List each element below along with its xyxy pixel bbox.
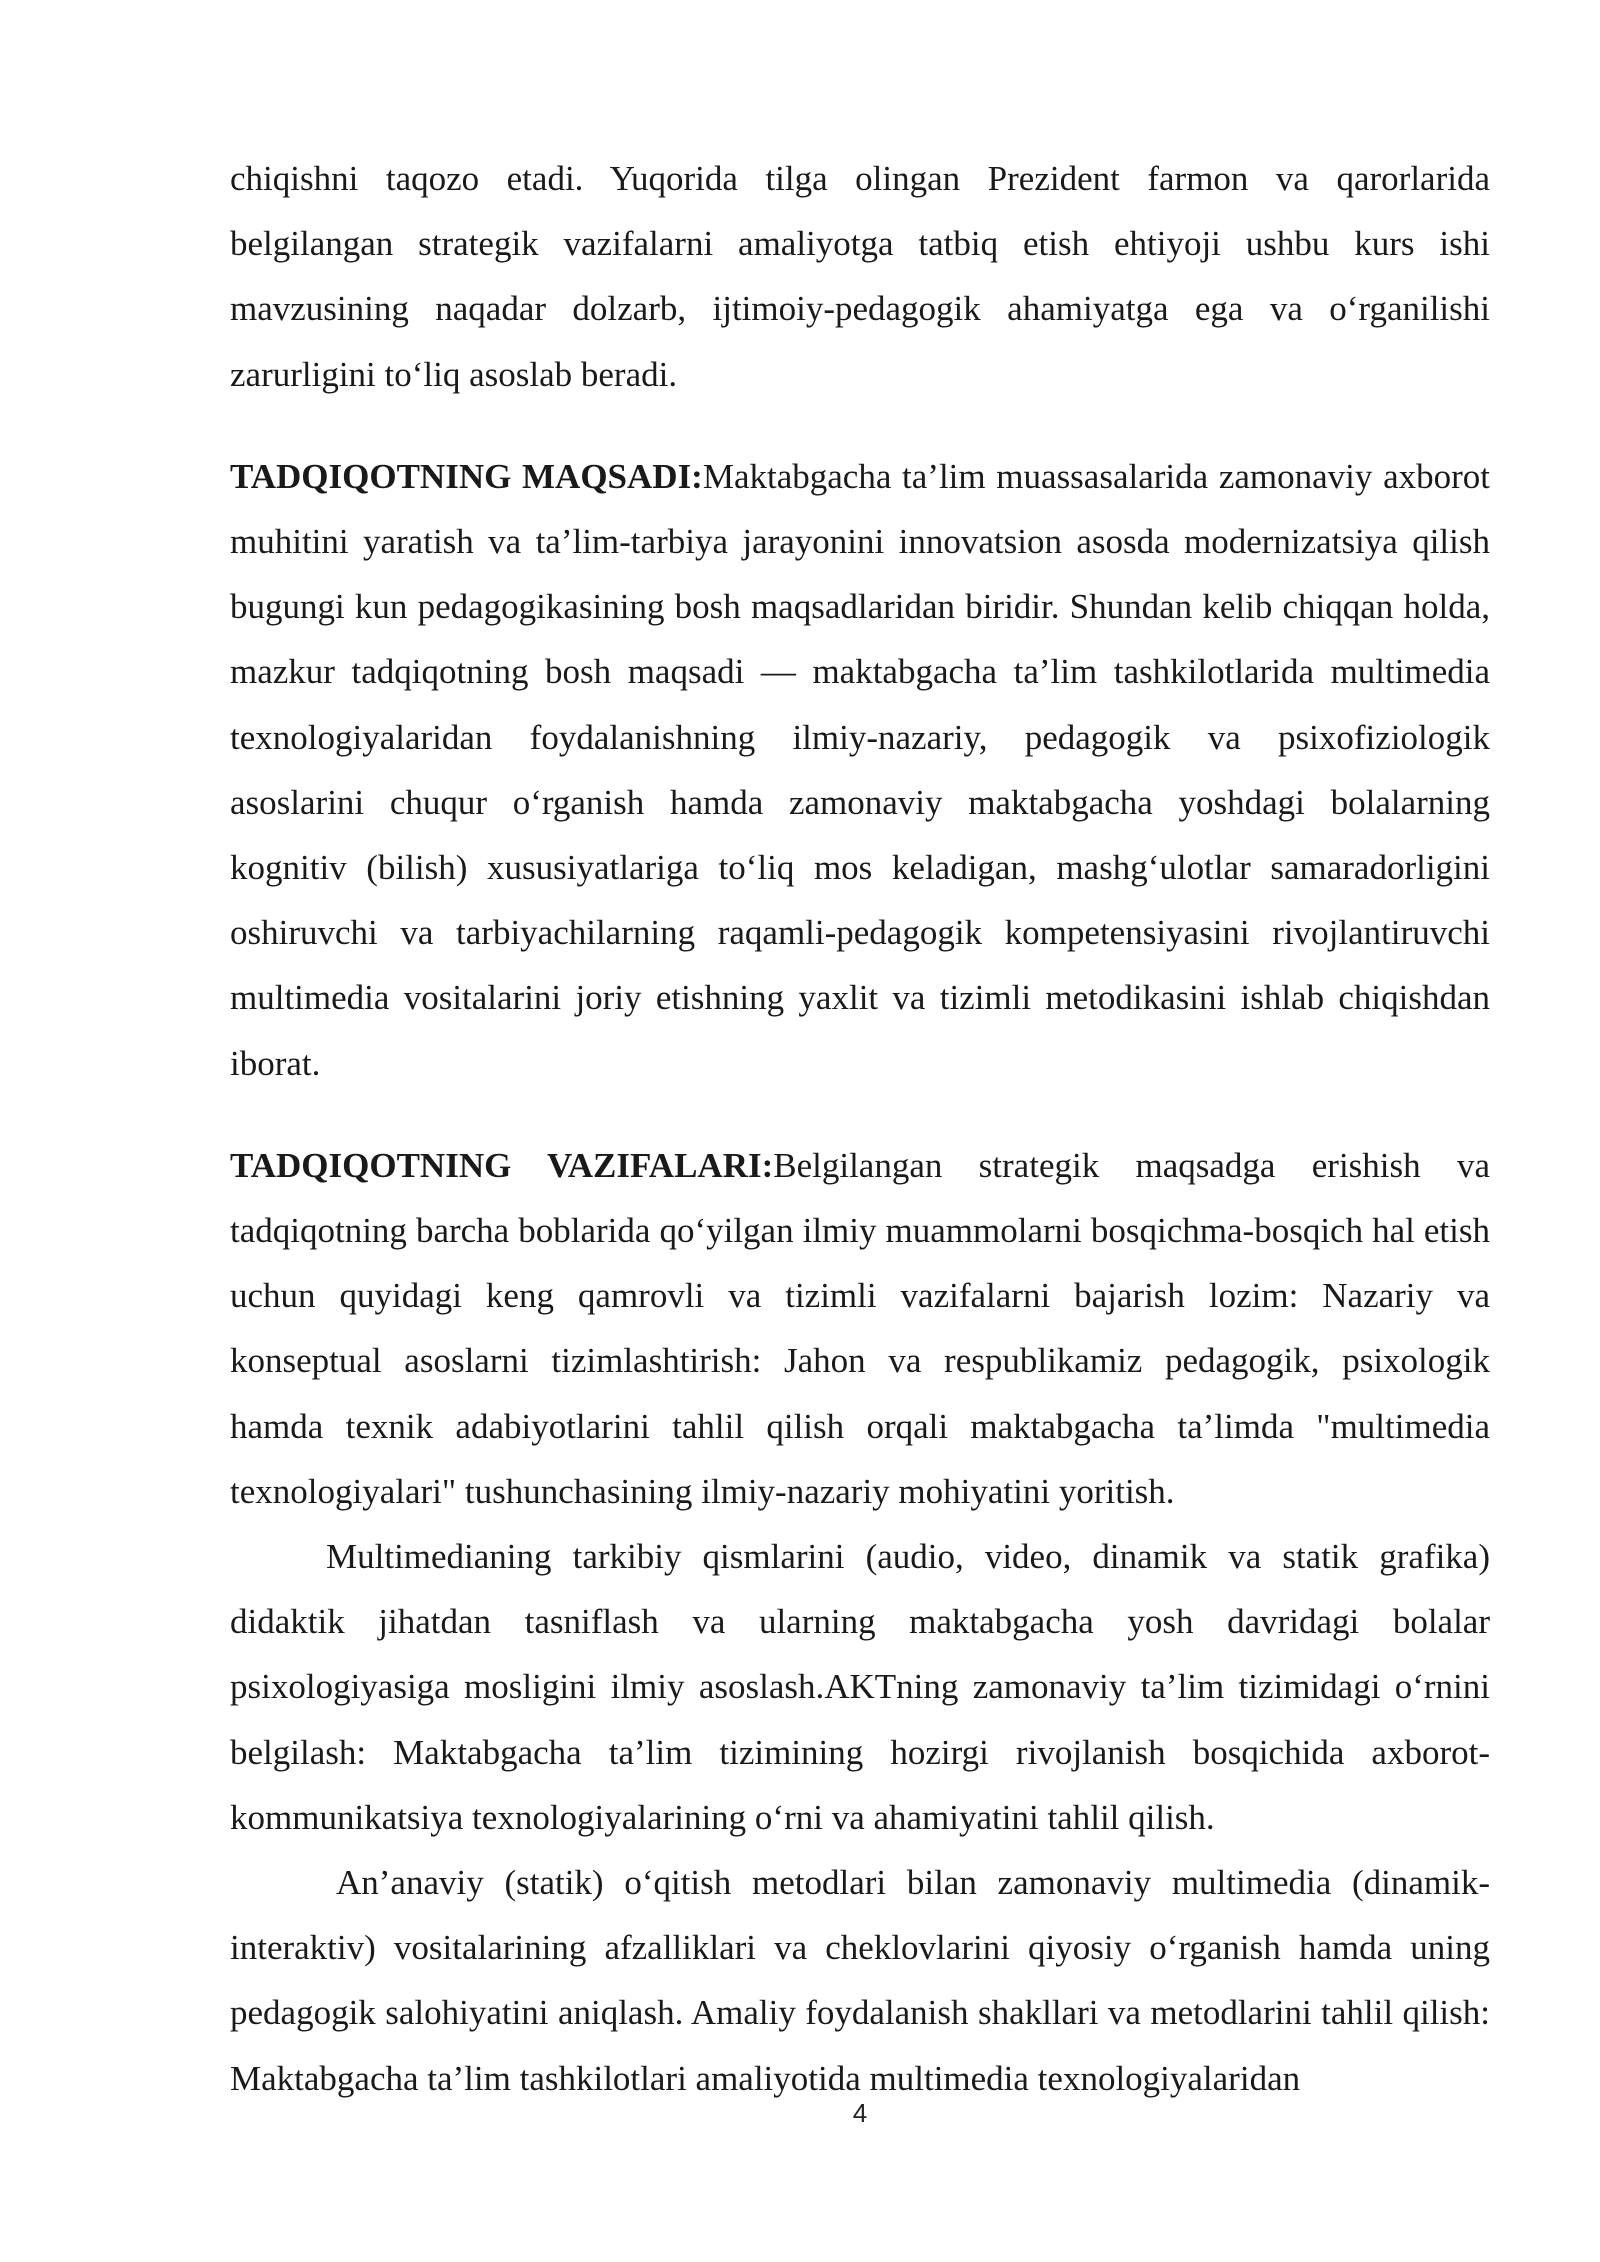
- heading-research-tasks: TADQIQOTNING VAZIFALARI:: [230, 1145, 774, 1185]
- heading-research-goal: TADQIQOTNING MAQSADI:: [230, 456, 703, 496]
- paragraph-multimedia-components: Multimedianing tarkibiy qismlarini (audio, video, dinamik va statik grafika) didaktik jihatdan tasniflash va ularning maktabgacha yosh davridagi bolalar psixologiyasiga mosligini ilmiy asoslash.AKTning zamonaviy ta’lim tizimidagi o‘rnini belgilash: Maktabgacha ta’lim tizimining hozirgi rivojlanish bosqichida axborot-kommunikatsiya texnologiyalarining o‘rni va ahamiyatini tahlil qilish.: [230, 1537, 1490, 1837]
- paragraph-intro-continuation: chiqishni taqozo etadi. Yuqorida tilga olingan Prezident farmon va qarorlarida belgilangan strategik vazifalarni amaliyotga tatbiq etish ehtiyoji ushbu kurs ishi mavzusining naqadar dolzarb, ijtimoiy-pedagogik ahamiyatga ega va o‘rganilishi zarurligini to‘liq asoslab beradi.: [230, 159, 1490, 394]
- paragraph-research-tasks: [230, 1133, 1490, 1524]
- document-page: [230, 146, 1490, 2111]
- research-tasks-text: Belgilangan strategik maqsadga erishish va tadqiqotning barcha boblarida qo‘yilgan ilmiy muammolarni bosqichma-bosqich hal etish uchun quyidagi keng qamrovli va tizimli vazifalarni bajarish lozim: Nazariy va konseptual asoslarni tizimlashtirish: Jahon va respublikamiz pedagogik, psixologik hamda texnik adabiyotlarini tahlil qilish orqali maktabgacha ta’limda "multimedia texnologiyalari" tushunchasining ilmiy-nazariy mohiyatini yoritish.: [230, 1145, 1490, 1511]
- research-goal-text: Maktabgacha ta’lim muassasalarida zamonaviy axborot muhitini yaratish va ta’lim-tarbiya jarayonini innovatsion asosda modernizatsiya qilish bugungi kun pedagogikasining bosh maqsadlaridan biridir. Shundan kelib chiqqan holda, mazkur tadqiqotning bosh maqsadi — maktabgacha ta’lim tashkilotlarida multimedia texnologiyalaridan foydalanishning ilmiy-nazariy, pedagogik va psixofiziologik asoslarini chuqur o‘rganish hamda zamonaviy maktabgacha yoshdagi bolalarning kognitiv (bilish) xususiyatlariga to‘liq mos keladigan, mashg‘ulotlar samaradorligini oshiruvchi va tarbiyachilarning raqamli-pedagogik kompetensiyasini rivojlantiruvchi multimedia vositalarini joriy etishning yaxlit va tizimli metodikasini ishlab chiqishdan iborat.: [230, 456, 1490, 1083]
- paragraph-traditional-vs-multimedia: An’anaviy (statik) o‘qitish metodlari bilan zamonaviy multimedia (dinamik-interaktiv) vositalarining afzalliklari va cheklovlarini qiyosiy o‘rganish hamda uning pedagogik salohiyatini aniqlash. Amaliy foydalanish shakllari va metodlarini tahlil qilish: Maktabgacha ta’lim tashkilotlari amaliyotida multimedia texnologiyalaridan: [230, 1863, 1490, 2098]
- page-number: 4: [852, 2098, 868, 2128]
- paragraph-research-goal: [230, 444, 1490, 1096]
